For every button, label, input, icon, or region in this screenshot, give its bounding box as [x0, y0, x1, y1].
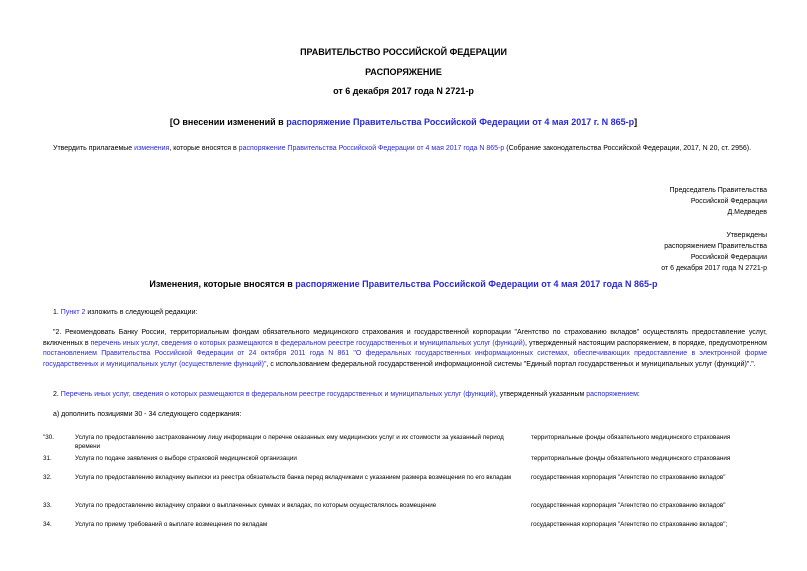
title-prefix: [О внесении изменений в	[169, 117, 287, 127]
approved-block	[560, 230, 767, 274]
quote-text-1: "2. Рекомендовать Банку России, территориальным фондам обязательного медицинского страхования и государственной корпорации "Агентство по страхованию вкладов" осуществлять предоставление услуг, включенных в	[43, 329, 767, 347]
item-1	[53, 308, 767, 319]
item-1-prefix: 1.	[53, 309, 61, 316]
row-number: "30.	[43, 434, 54, 441]
changes-title-prefix: Изменения, которые вносятся в	[149, 279, 296, 289]
quote-link-resolution[interactable]: постановлением Правительства Российской Федерации от 24 октября 2011 года N 861 "О федеральных государственных информационных системах, обеспечивающих предоставление в электронной форме государственных и муниципальных услуг (осуществление функций)"	[43, 350, 767, 368]
document-date: от 6 декабря 2017 года N 2721-р	[333, 86, 474, 96]
intro-link-changes[interactable]: изменения	[134, 145, 170, 152]
item-2-text: , утвержденный указанным	[495, 391, 587, 398]
document-title	[0, 117, 807, 127]
row-service: Услуга по предоставлению вкладчику выписки из реестра обязательств банка перед вкладчиками с указанием размера возмещения по его вкладам	[75, 474, 512, 481]
intro-text-3: (Собрание законодательства Российской Федерации, 2017, N 20, ст. 2956).	[504, 145, 752, 152]
intro-link-order[interactable]: распоряжение Правительства Российской Федерации от 4 мая 2017 года N 865-р	[238, 145, 505, 152]
approved-line-4: от 6 декабря 2017 года N 2721-р	[661, 265, 767, 272]
row-number: 31.	[43, 455, 52, 462]
changes-title	[0, 279, 807, 289]
signature-block	[560, 185, 767, 218]
row-organization: государственная корпорация "Агентство по страхованию вкладов"	[531, 474, 726, 481]
intro-text-1: Утвердить прилагаемые	[53, 145, 135, 152]
row-number: 34.	[43, 521, 52, 528]
approved-line-2: распоряжением Правительства	[664, 243, 767, 250]
item-2-link-order[interactable]: распоряжением	[586, 391, 638, 398]
row-organization: государственная корпорация "Агентство по страхованию вкладов"	[531, 502, 726, 509]
row-service: Услуга по предоставлению застрахованному лицу информации о перечне оказанных ему медицинских услуг и их стоимости за указанный период времени	[75, 434, 504, 450]
quote-text-2: , утвержденный настоящим распоряжением, в порядке, предусмотренном	[525, 339, 767, 347]
approved-line-3: Российской Федерации	[690, 254, 767, 261]
quote-link-list[interactable]: перечень иных услуг, сведения о которых размещаются в федеральном реестре государственных и муниципальных услуг (функций)	[90, 339, 526, 347]
signature-line-1: Председатель Правительства	[669, 187, 767, 194]
row-service: Услуга по предоставлению вкладчику справки о выплаченных суммах и вкладах, по которым осуществлялось возмещение	[75, 502, 437, 509]
quote-text-3: , с использованием федеральной государственной информационной системы "Единый портал государственных и муниципальных услуг (функций)".".	[266, 360, 756, 368]
government-heading: ПРАВИТЕЛЬСТВО РОССИЙСКОЙ ФЕДЕРАЦИИ	[300, 47, 507, 57]
title-suffix: ]	[634, 117, 638, 127]
approved-line-1: Утверждены	[726, 232, 767, 239]
signature-line-2: Российской Федерации	[690, 198, 767, 205]
row-service: Услуга по подаче заявления о выборе страховой медицинской организации	[75, 455, 297, 462]
item-2a: а) дополнить позициями 30 - 34 следующего содержания:	[53, 411, 242, 418]
row-number: 32.	[43, 474, 52, 481]
row-organization: территориальные фонды обязательного медицинского страхования	[531, 455, 731, 462]
row-organization: территориальные фонды обязательного медицинского страхования	[531, 434, 731, 441]
row-service: Услуга по приему требований о выплате возмещения по вкладам	[75, 521, 268, 528]
document-type: РАСПОРЯЖЕНИЕ	[365, 67, 442, 77]
item-1-text: изложить в следующей редакции:	[85, 309, 198, 316]
intro-paragraph	[43, 144, 767, 155]
item-2-prefix: 2.	[53, 391, 61, 398]
changes-title-link[interactable]: распоряжение Правительства Российской Федерации от 4 мая 2017 года N 865-р	[295, 279, 658, 289]
row-organization: государственная корпорация "Агентство по страхованию вкладов";	[531, 521, 728, 528]
quoted-paragraph	[43, 328, 767, 370]
signature-line-3: Д.Медведев	[727, 209, 767, 216]
row-number: 33.	[43, 502, 52, 509]
title-link[interactable]: распоряжение Правительства Российской Федерации от 4 мая 2017 г. N 865-р	[286, 117, 635, 127]
item-2-link-list[interactable]: Перечень иных услуг, сведения о которых размещаются в федеральном реестре государственных и муниципальных услуг (функций)	[60, 391, 496, 398]
intro-text-2: , которые вносятся в	[169, 145, 239, 152]
item-2	[53, 390, 767, 401]
item-1-link[interactable]: Пункт 2	[60, 309, 86, 316]
item-2-suffix: :	[637, 391, 640, 398]
